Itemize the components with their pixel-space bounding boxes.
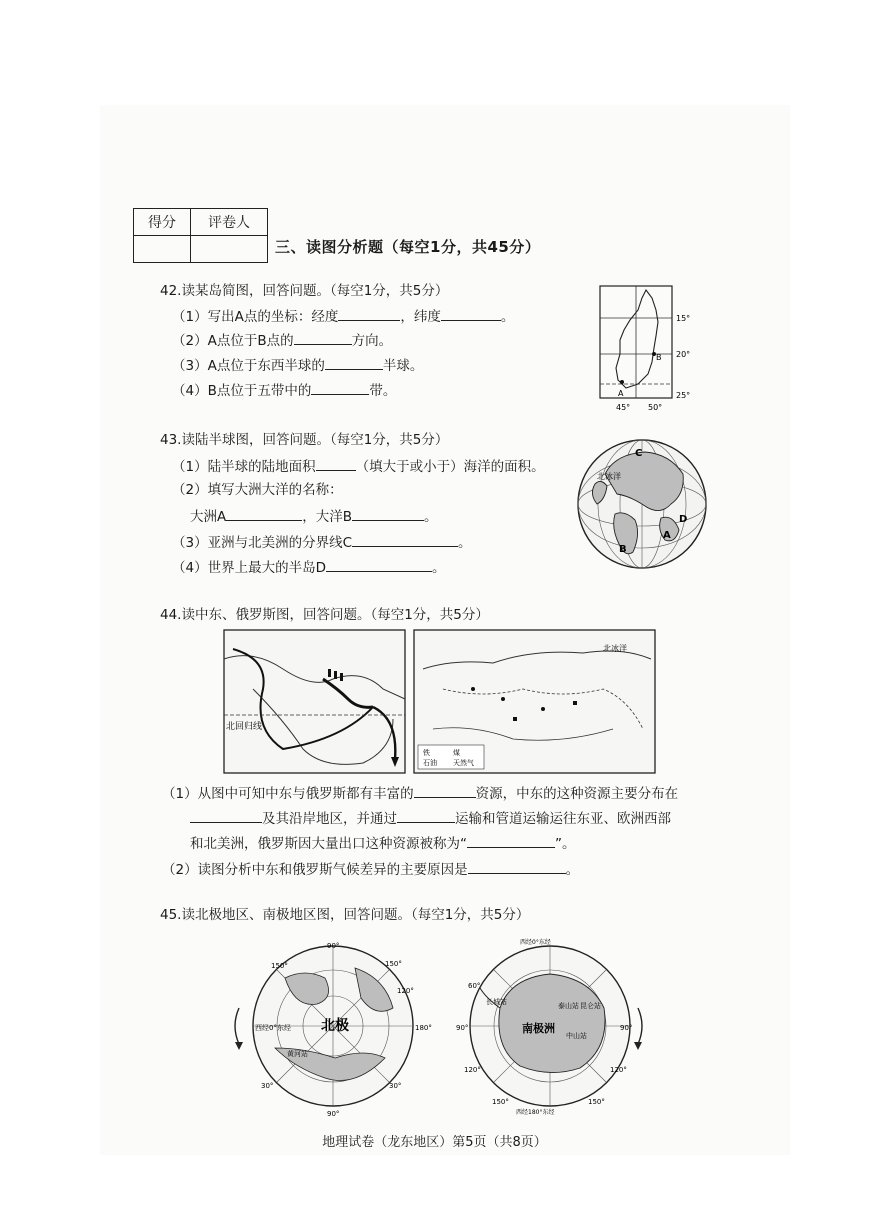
antarctic-lon-60w: 60° [468,982,481,990]
arctic-rotation-label: 西经0°东经 [255,1024,291,1032]
legend-gas: 天然气 [453,759,474,767]
antarctic-lon-120e: 120° [610,1066,627,1074]
q44-sub1-line1: （1）从图中可知中东与俄罗斯都有丰富的 资源，中东的这种资源主要分布在 [162,783,678,803]
q43-blank-area[interactable] [316,456,356,471]
globe-label-ocean-name: 北冰洋 [597,472,621,481]
q42-sub1: （1）写出A点的坐标：经度 ，纬度 。 [172,306,514,326]
q43-sub2-line: 大洲A ，大洋B 。 [190,506,438,526]
arctic-lon-150w: 150° [271,962,288,970]
legend-coal: 煤 [453,749,460,757]
q44-blank-reason[interactable] [468,859,566,874]
q43-stem: 43.读陆半球图，回答问题。（每空1分，共5分） [160,432,449,448]
q44-sub1-line3: 和北美洲，俄罗斯因大量出口这种资源被称为“ ”。 [190,833,576,853]
grader-header: 评卷人 [191,209,268,236]
page-footer: 地理试卷（龙东地区）第5页（共8页） [322,1135,547,1150]
lat-label-20: 20° [676,350,691,359]
arctic-ocean-label: 北冰洋 [603,644,627,653]
legend-oil: 石油 [423,759,437,767]
lon-label-50: 50° [648,403,663,412]
land-hemisphere-globe [575,434,710,574]
zhongshan-station: 中山站 [566,1032,587,1040]
score-cell[interactable] [134,236,191,263]
score-header: 得分 [134,209,191,236]
q42-sub4: （4）B点位于五带中的 带。 [172,380,396,400]
antarctic-lon-90e: 90° [620,1024,633,1032]
globe-label-b: B [619,544,627,555]
globe-label-c: C [635,448,643,459]
antarctic-top-label: 西经0°东经 [520,939,551,946]
q43-blank-boundary[interactable] [352,532,458,547]
arctic-lon-bottom: 90° [327,1110,340,1118]
antarctic-lon-120w: 120° [464,1066,481,1074]
island-map [596,284,701,414]
q43-sub1: （1）陆半球的陆地面积 （填大于或小于）海洋的面积。 [172,456,545,476]
lat-label-25: 25° [676,391,691,400]
antarctic-center-label: 南极洲 [522,1022,555,1035]
great-wall-station: 长城站 [486,998,507,1006]
q42-stem: 42.读某岛简图，回答问题。（每空1分，共5分） [160,283,449,299]
score-table [133,208,268,263]
globe-label-a: A [663,530,671,541]
legend-iron: 铁 [423,749,430,757]
arctic-center-label: 北极 [321,1018,349,1034]
grader-cell[interactable] [191,236,268,263]
q42-blank-dir[interactable] [294,330,352,345]
kunlun-station: 昆仑站 [580,1002,601,1010]
antarctic-map [450,938,655,1118]
q42-sub2: （2）A点位于B点的 方向。 [172,330,392,350]
q42-blank-lon[interactable] [338,306,400,321]
arctic-lon-top: 90° [327,942,340,950]
q42-sub3: （3）A点位于东西半球的 半球。 [172,355,423,375]
q44-sub2: （2）读图分析中东和俄罗斯气候差异的主要原因是 。 [162,859,579,879]
tropic-label: 北回归线 [226,722,263,732]
q43-sub4: （4）世界上最大的半岛D 。 [172,557,445,577]
antarctic-bottom-label: 西经180°东经 [516,1109,555,1116]
arctic-lon-30e: 30° [389,1082,402,1090]
q43-blank-ocean[interactable] [352,506,424,521]
lon-label-45: 45° [616,403,631,412]
taishan-station: 泰山站 [558,1002,579,1010]
q44-blank-nickname[interactable] [467,833,555,848]
q43-blank-peninsula[interactable] [326,557,432,572]
globe-label-d: D [679,514,688,525]
lat-label-15: 15° [676,314,691,323]
antarctic-lon-150w: 150° [492,1098,509,1106]
q43-sub3: （3）亚洲与北美洲的分界线C 。 [172,532,472,552]
point-a-label: A [618,389,624,398]
q42-blank-hemi[interactable] [325,355,383,370]
q43-sub2: （2）填写大洲大洋的名称： [172,482,343,498]
antarctic-lon-150e: 150° [588,1098,605,1106]
q45-stem: 45.读北极地区、南极地区图，回答问题。（每空1分，共5分） [160,907,530,923]
q44-sub1-line2: 及其沿岸地区，并通过 运输和管道运输运往东亚、欧洲西部 [190,808,671,828]
section-title: 三、读图分析题（每空1分，共45分） [275,238,541,256]
russia-map [413,629,656,774]
q44-blank-transport[interactable] [397,808,455,823]
yellow-river-station: 黄河站 [287,1050,308,1058]
point-b-label: B [656,353,662,362]
arctic-lon-150e: 150° [385,960,402,968]
q42-blank-zone[interactable] [311,380,369,395]
arctic-lon-120: 120° [397,987,414,995]
q43-blank-continent[interactable] [226,506,302,521]
q44-blank-region[interactable] [190,808,262,823]
q42-blank-lat[interactable] [441,306,501,321]
q44-blank-resource[interactable] [414,783,476,798]
middle-east-map [223,629,406,774]
q44-stem: 44.读中东、俄罗斯图，回答问题。（每空1分，共5分） [160,607,489,623]
arctic-map [225,938,430,1118]
antarctic-lon-90w: 90° [456,1024,469,1032]
arctic-lon-30w: 30° [261,1082,274,1090]
arctic-lon-180: 180° [415,1024,432,1032]
